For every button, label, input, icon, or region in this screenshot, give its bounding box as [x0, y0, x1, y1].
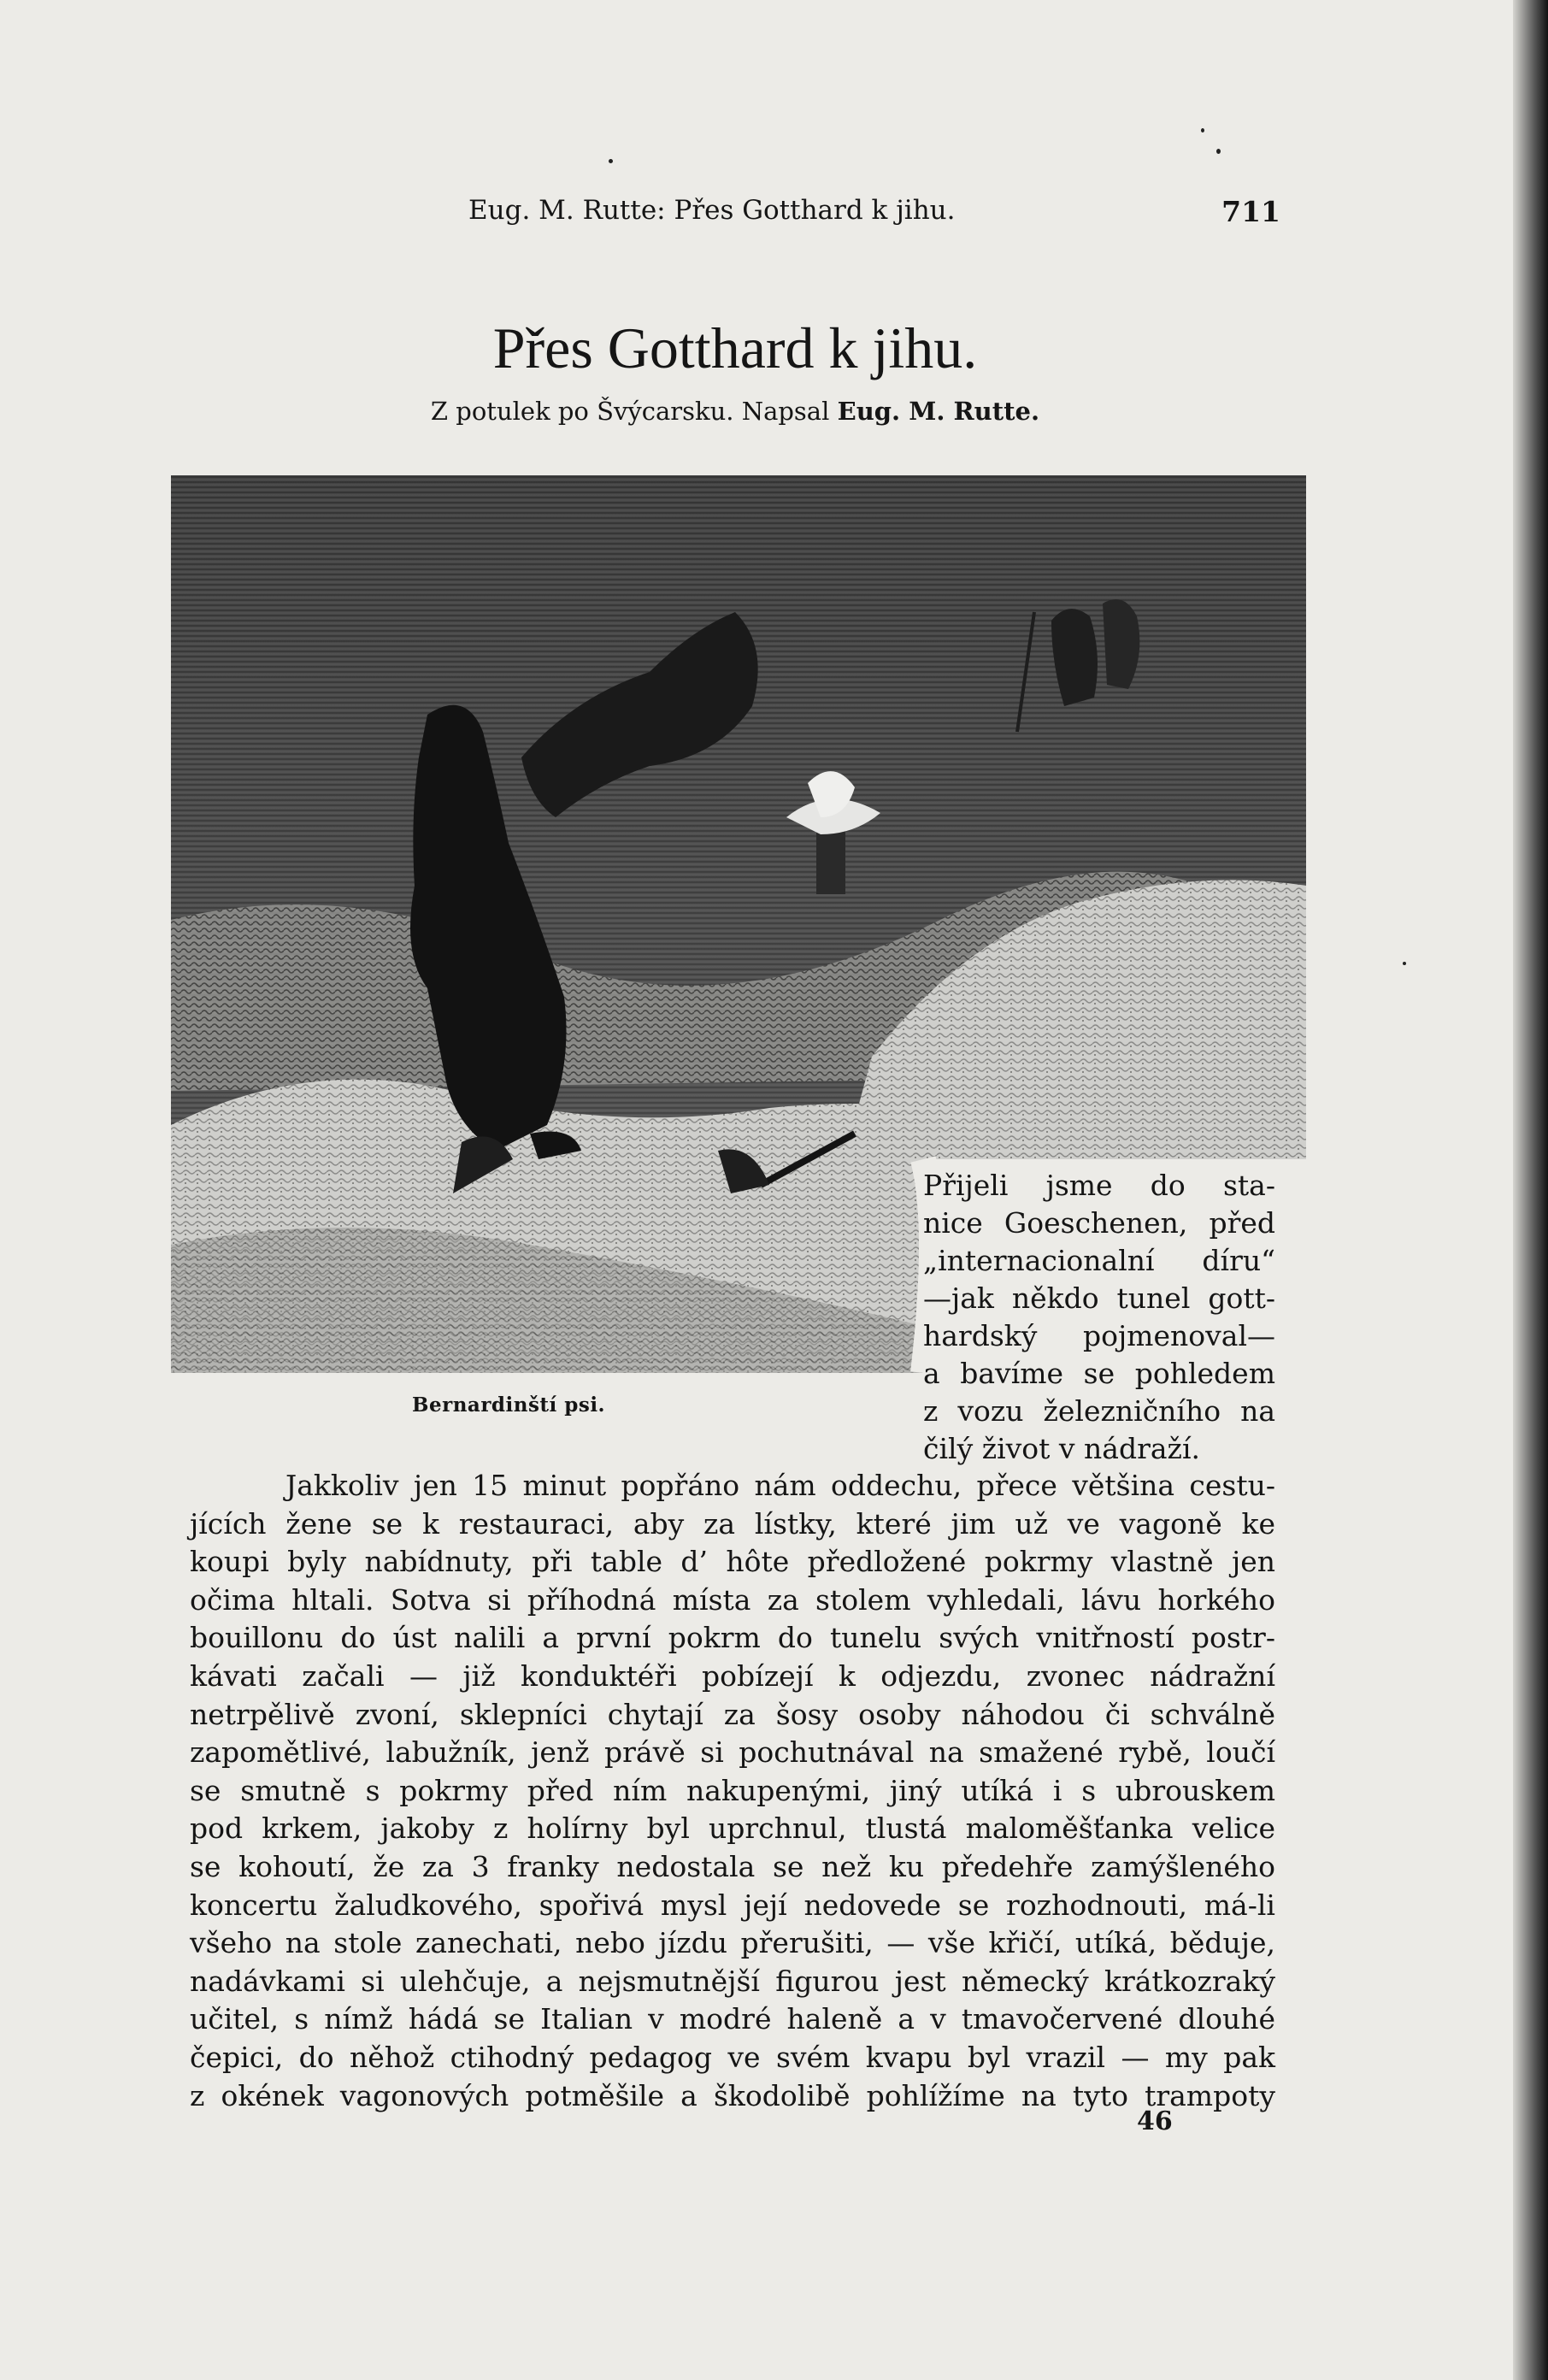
body-line: z okének vagonových potměšile a škodolibě pohlížíme na tyto trampoty [190, 2078, 1275, 2112]
intro-line: čilý život v nádraží. [923, 1432, 1200, 1465]
body-line: jících žene se k restauraci, aby za lístky, které jim už ve vagoně ke [190, 1506, 1275, 1541]
body-line: netrpělivě zvoní, sklepníci chytají za šosy osoby náhodou či schválně [190, 1697, 1275, 1731]
intro-line: Přijeli jsme do sta- [923, 1169, 1275, 1202]
print-speck [1403, 962, 1406, 965]
body-line: nadávkami si ulehčuje, a nejsmutnější figurou jest německý krátkozraký [190, 1964, 1275, 1998]
body-line: kávati začali — již konduktéři pobízejí k odjezdu, zvonec nádražní [190, 1658, 1275, 1693]
intro-line: nice Goeschenen, před [923, 1206, 1275, 1240]
author-name: Eug. M. Rutte. [837, 397, 1040, 426]
body-line: se smutně s pokrmy před ním nakupenými, jiný utíká i s ubrouskem [190, 1773, 1275, 1807]
body-line: koncertu žaludkového, spořivá mysl její nedovede se rozhodnouti, má-li [190, 1888, 1275, 1922]
body-paragraph [190, 1467, 1275, 2115]
article-title: Přes Gotthard k jihu. [492, 315, 978, 380]
running-header [468, 195, 1280, 233]
intro-line: „internacionalní díru“ [923, 1244, 1275, 1277]
intro-line: hardský pojmenoval— [923, 1319, 1275, 1352]
body-line: všeho na stole zanechati, nebo jízdu přerušiti, — vše křičí, utíká, běduje, [190, 1926, 1275, 1960]
body-line: očima hltali. Sotva si příhodná místa za stolem vyhledali, lávu horkého [190, 1582, 1275, 1617]
body-line: bouillonu do úst nalili a první pokrm do tunelu svých vnitřností postr- [190, 1621, 1275, 1655]
intro-line: z vozu železničního na [923, 1394, 1275, 1428]
page-edge-shadow [1513, 0, 1548, 2380]
body-line: koupi byly nabídnuty, při table d’ hôte předložené pokrmy vlastně jen [190, 1545, 1275, 1579]
body-line: čepici, do něhož ctihodný pedagog ve svém kvapu byl vrazil — my pak [190, 2040, 1275, 2074]
print-speck [1201, 128, 1204, 133]
body-line: učitel, s nímž hádá se Italian v modré haleně a v tmavočervené dlouhé [190, 2002, 1275, 2036]
article-subtitle [0, 397, 1470, 426]
intro-paragraph [923, 1167, 1275, 1468]
intro-line: a bavíme se pohledem [923, 1357, 1275, 1390]
body-line: zapomětlivé, labužník, jenž právě si pochutnával na smažené rybě, loučí [190, 1735, 1275, 1770]
body-line: se kohoutí, že za 3 franky nedostala se než ku předehře zamýšleného [190, 1849, 1275, 1883]
signature-mark: 46 [1137, 2106, 1173, 2136]
print-speck [1216, 149, 1221, 154]
print-speck [609, 159, 613, 163]
body-line: pod krkem, jakoby z holírny byl uprchnul, tlustá maloměšťanka velice [190, 1812, 1275, 1846]
page-number: 711 [1221, 195, 1280, 228]
illustration-caption: Bernardinští psi. [412, 1393, 606, 1417]
subtitle-text: Z potulek po Švýcarsku. Napsal [430, 397, 830, 426]
intro-line: —jak někdo tunel gott- [923, 1281, 1275, 1315]
running-title: Eug. M. Rutte: Přes Gotthard k jihu. [468, 195, 956, 226]
body-line: Jakkoliv jen 15 minut popřáno nám oddechu, přece většina cestu- [285, 1469, 1275, 1502]
